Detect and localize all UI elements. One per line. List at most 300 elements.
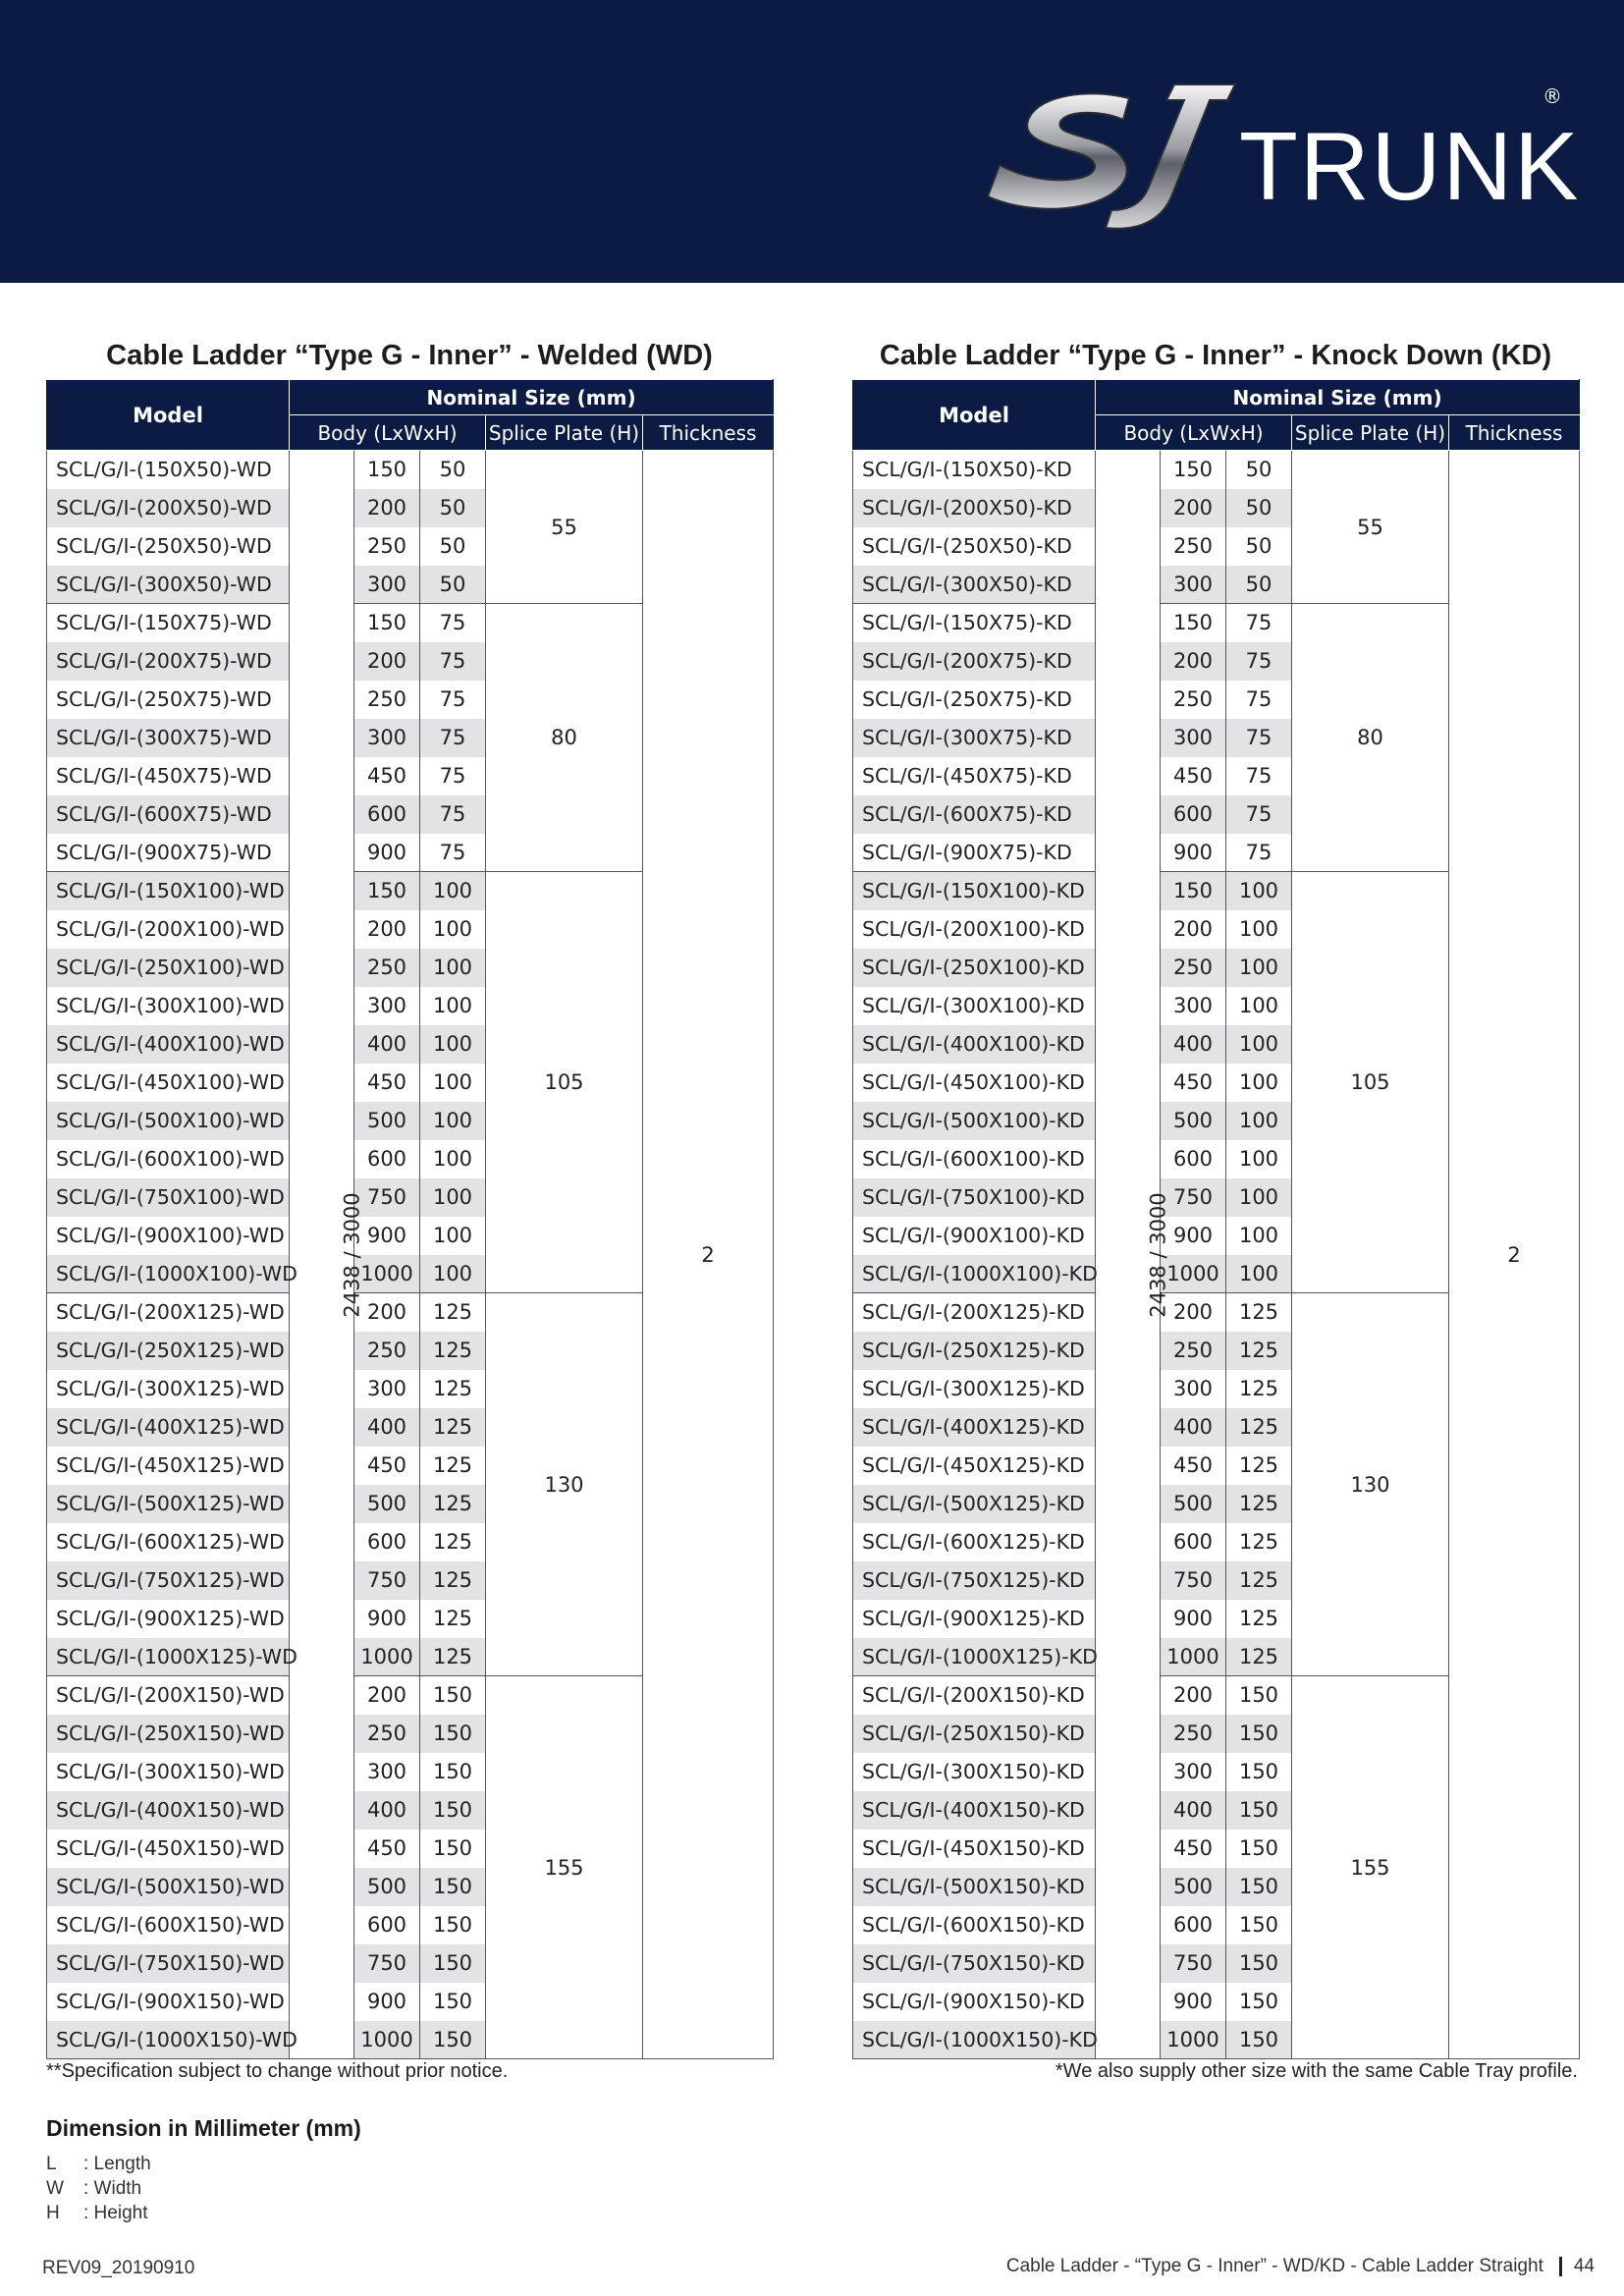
revision-code: REV09_20190910 <box>42 2258 195 2278</box>
model-cell: SCL/G/I-(500X100)-WD <box>47 1102 290 1140</box>
model-cell: SCL/G/I-(200X100)-KD <box>853 910 1096 949</box>
width-cell: 200 <box>354 910 420 949</box>
model-cell: SCL/G/I-(400X125)-KD <box>853 1408 1096 1447</box>
model-cell: SCL/G/I-(900X100)-KD <box>853 1217 1096 1255</box>
height-cell: 75 <box>420 834 486 872</box>
model-cell: SCL/G/I-(500X150)-KD <box>853 1868 1096 1906</box>
height-cell: 150 <box>1226 2021 1292 2059</box>
dimension-item-height <box>46 2201 151 2225</box>
splice-plate-cell: 130 <box>486 1293 643 1676</box>
model-cell: SCL/G/I-(600X100)-WD <box>47 1140 290 1178</box>
header-model: Model <box>47 380 290 451</box>
model-cell: SCL/G/I-(250X75)-WD <box>47 681 290 719</box>
height-cell: 50 <box>1226 566 1292 604</box>
height-cell: 100 <box>1226 1140 1292 1178</box>
height-cell: 100 <box>1226 910 1292 949</box>
header-body: Body (LxWxH) <box>1096 415 1292 451</box>
dimension-abbr: L <box>46 2154 57 2174</box>
height-cell: 75 <box>420 604 486 642</box>
other-size-note: *We also supply other size with the same Cable Tray profile. <box>1055 2060 1578 2082</box>
width-cell: 150 <box>354 872 420 910</box>
model-cell: SCL/G/I-(200X150)-WD <box>47 1676 290 1715</box>
width-cell: 750 <box>354 1178 420 1217</box>
model-cell: SCL/G/I-(600X100)-KD <box>853 1140 1096 1178</box>
width-cell: 450 <box>1161 757 1226 795</box>
height-cell: 100 <box>1226 1217 1292 1255</box>
brand-logo <box>982 81 1581 247</box>
model-cell: SCL/G/I-(900X125)-WD <box>47 1600 290 1638</box>
model-cell: SCL/G/I-(150X75)-WD <box>47 604 290 642</box>
splice-plate-cell: 155 <box>486 1676 643 2059</box>
model-cell: SCL/G/I-(500X125)-WD <box>47 1485 290 1523</box>
dimension-label: : Height <box>83 2203 148 2223</box>
table-row <box>853 451 1580 489</box>
width-cell: 450 <box>354 1064 420 1102</box>
page-footer <box>1006 2256 1595 2277</box>
model-cell: SCL/G/I-(300X125)-WD <box>47 1370 290 1408</box>
model-cell: SCL/G/I-(900X150)-WD <box>47 1983 290 2021</box>
height-cell: 125 <box>420 1293 486 1332</box>
dimension-item-width <box>46 2176 151 2201</box>
height-cell: 150 <box>420 1715 486 1753</box>
width-cell: 250 <box>354 527 420 566</box>
width-cell: 400 <box>354 1791 420 1830</box>
splice-plate-cell: 130 <box>1292 1293 1449 1676</box>
width-cell: 400 <box>354 1408 420 1447</box>
header-nominal-size: Nominal Size (mm) <box>290 380 774 415</box>
width-cell: 150 <box>1161 451 1226 489</box>
splice-plate-cell: 155 <box>1292 1676 1449 2059</box>
model-cell: SCL/G/I-(300X75)-KD <box>853 719 1096 757</box>
height-cell: 100 <box>420 949 486 987</box>
model-cell: SCL/G/I-(300X150)-KD <box>853 1753 1096 1791</box>
height-cell: 50 <box>420 527 486 566</box>
dimension-legend <box>46 2152 151 2225</box>
height-cell: 125 <box>1226 1523 1292 1561</box>
model-cell: SCL/G/I-(600X125)-KD <box>853 1523 1096 1561</box>
header-splice-plate: Splice Plate (H) <box>486 415 643 451</box>
splice-plate-cell: 55 <box>486 451 643 604</box>
thickness-cell: 2 <box>1449 451 1580 2059</box>
height-cell: 150 <box>1226 1676 1292 1715</box>
model-cell: SCL/G/I-(600X150)-KD <box>853 1906 1096 1944</box>
width-cell: 600 <box>1161 795 1226 834</box>
height-cell: 150 <box>420 1868 486 1906</box>
model-cell: SCL/G/I-(200X75)-KD <box>853 642 1096 681</box>
width-cell: 300 <box>354 1370 420 1408</box>
model-cell: SCL/G/I-(200X100)-WD <box>47 910 290 949</box>
height-cell: 50 <box>1226 489 1292 527</box>
height-cell: 100 <box>1226 1178 1292 1217</box>
height-cell: 150 <box>1226 1944 1292 1983</box>
splice-plate-cell: 80 <box>1292 604 1449 872</box>
height-cell: 125 <box>420 1561 486 1600</box>
width-cell: 750 <box>1161 1178 1226 1217</box>
width-cell: 250 <box>354 1332 420 1370</box>
splice-plate-cell: 105 <box>486 872 643 1293</box>
height-cell: 125 <box>420 1447 486 1485</box>
width-cell: 200 <box>1161 910 1226 949</box>
model-cell: SCL/G/I-(300X50)-KD <box>853 566 1096 604</box>
model-cell: SCL/G/I-(1000X100)-KD <box>853 1255 1096 1293</box>
width-cell: 250 <box>354 681 420 719</box>
model-cell: SCL/G/I-(250X100)-WD <box>47 949 290 987</box>
width-cell: 400 <box>1161 1791 1226 1830</box>
model-cell: SCL/G/I-(250X150)-KD <box>853 1715 1096 1753</box>
height-cell: 75 <box>420 681 486 719</box>
width-cell: 500 <box>354 1868 420 1906</box>
header-band <box>0 0 1624 283</box>
table-title-kd: Cable Ladder “Type G - Inner” - Knock Down (KD) <box>879 340 1552 371</box>
height-cell: 100 <box>1226 1064 1292 1102</box>
height-cell: 75 <box>420 719 486 757</box>
width-cell: 900 <box>1161 1217 1226 1255</box>
model-cell: SCL/G/I-(900X100)-WD <box>47 1217 290 1255</box>
width-cell: 1000 <box>1161 1638 1226 1676</box>
width-cell: 300 <box>1161 566 1226 604</box>
spec-table-wd <box>46 379 774 2059</box>
model-cell: SCL/G/I-(450X150)-KD <box>853 1830 1096 1868</box>
model-cell: SCL/G/I-(500X100)-KD <box>853 1102 1096 1140</box>
dimension-title: Dimension in Millimeter (mm) <box>46 2115 361 2141</box>
model-cell: SCL/G/I-(400X125)-WD <box>47 1408 290 1447</box>
model-cell: SCL/G/I-(300X50)-WD <box>47 566 290 604</box>
width-cell: 1000 <box>354 2021 420 2059</box>
width-cell: 400 <box>354 1025 420 1064</box>
height-cell: 150 <box>1226 1983 1292 2021</box>
width-cell: 200 <box>1161 1293 1226 1332</box>
height-cell: 125 <box>420 1600 486 1638</box>
model-cell: SCL/G/I-(150X50)-KD <box>853 451 1096 489</box>
width-cell: 750 <box>1161 1944 1226 1983</box>
height-cell: 150 <box>420 1830 486 1868</box>
dimension-item-length <box>46 2152 151 2176</box>
height-cell: 125 <box>1226 1447 1292 1485</box>
model-cell: SCL/G/I-(250X50)-KD <box>853 527 1096 566</box>
header-body: Body (LxWxH) <box>290 415 486 451</box>
width-cell: 600 <box>1161 1523 1226 1561</box>
model-cell: SCL/G/I-(150X50)-WD <box>47 451 290 489</box>
dimension-label: : Length <box>83 2154 151 2174</box>
width-cell: 300 <box>1161 1370 1226 1408</box>
height-cell: 100 <box>1226 949 1292 987</box>
model-cell: SCL/G/I-(450X125)-KD <box>853 1447 1096 1485</box>
width-cell: 300 <box>1161 1753 1226 1791</box>
model-cell: SCL/G/I-(200X50)-WD <box>47 489 290 527</box>
model-cell: SCL/G/I-(750X150)-KD <box>853 1944 1096 1983</box>
length-value: 2438 / 3000 <box>340 1191 364 1318</box>
height-cell: 75 <box>1226 681 1292 719</box>
width-cell: 900 <box>354 1600 420 1638</box>
width-cell: 200 <box>1161 642 1226 681</box>
width-cell: 500 <box>1161 1868 1226 1906</box>
height-cell: 75 <box>1226 642 1292 681</box>
height-cell: 150 <box>420 1983 486 2021</box>
height-cell: 100 <box>420 1102 486 1140</box>
registered-mark: ® <box>1543 84 1562 108</box>
height-cell: 100 <box>1226 1025 1292 1064</box>
height-cell: 150 <box>420 1944 486 1983</box>
width-cell: 450 <box>354 1830 420 1868</box>
model-cell: SCL/G/I-(500X150)-WD <box>47 1868 290 1906</box>
height-cell: 50 <box>420 566 486 604</box>
model-cell: SCL/G/I-(450X100)-WD <box>47 1064 290 1102</box>
height-cell: 150 <box>420 2021 486 2059</box>
height-cell: 100 <box>1226 1255 1292 1293</box>
model-cell: SCL/G/I-(450X150)-WD <box>47 1830 290 1868</box>
model-cell: SCL/G/I-(300X100)-KD <box>853 987 1096 1025</box>
width-cell: 900 <box>1161 1983 1226 2021</box>
height-cell: 100 <box>420 1064 486 1102</box>
dimension-label: : Width <box>83 2178 142 2199</box>
width-cell: 600 <box>1161 1906 1226 1944</box>
header-splice-plate: Splice Plate (H) <box>1292 415 1449 451</box>
width-cell: 900 <box>354 834 420 872</box>
model-cell: SCL/G/I-(300X150)-WD <box>47 1753 290 1791</box>
height-cell: 125 <box>1226 1408 1292 1447</box>
dimension-abbr: H <box>46 2203 60 2223</box>
height-cell: 100 <box>420 1217 486 1255</box>
page-number: 44 <box>1573 2256 1595 2276</box>
spec-change-note: **Specification subject to change without prior notice. <box>46 2060 509 2082</box>
width-cell: 750 <box>1161 1561 1226 1600</box>
width-cell: 300 <box>1161 987 1226 1025</box>
height-cell: 50 <box>420 489 486 527</box>
model-cell: SCL/G/I-(150X75)-KD <box>853 604 1096 642</box>
header-thickness: Thickness <box>1449 415 1580 451</box>
width-cell: 250 <box>1161 949 1226 987</box>
model-cell: SCL/G/I-(400X100)-WD <box>47 1025 290 1064</box>
model-cell: SCL/G/I-(450X75)-KD <box>853 757 1096 795</box>
height-cell: 150 <box>1226 1715 1292 1753</box>
width-cell: 250 <box>354 1715 420 1753</box>
width-cell: 200 <box>354 1676 420 1715</box>
model-cell: SCL/G/I-(900X75)-WD <box>47 834 290 872</box>
header-thickness: Thickness <box>643 415 774 451</box>
model-cell: SCL/G/I-(250X100)-KD <box>853 949 1096 987</box>
width-cell: 400 <box>1161 1025 1226 1064</box>
width-cell: 900 <box>354 1983 420 2021</box>
width-cell: 300 <box>354 1753 420 1791</box>
model-cell: SCL/G/I-(300X100)-WD <box>47 987 290 1025</box>
height-cell: 100 <box>420 1255 486 1293</box>
height-cell: 150 <box>1226 1791 1292 1830</box>
model-cell: SCL/G/I-(750X100)-KD <box>853 1178 1096 1217</box>
model-cell: SCL/G/I-(450X100)-KD <box>853 1064 1096 1102</box>
length-cell <box>290 451 364 2059</box>
width-cell: 200 <box>354 489 420 527</box>
model-cell: SCL/G/I-(200X125)-WD <box>47 1293 290 1332</box>
width-cell: 900 <box>1161 1600 1226 1638</box>
height-cell: 150 <box>1226 1906 1292 1944</box>
width-cell: 300 <box>354 719 420 757</box>
width-cell: 500 <box>354 1485 420 1523</box>
model-cell: SCL/G/I-(600X150)-WD <box>47 1906 290 1944</box>
height-cell: 50 <box>420 451 486 489</box>
model-cell: SCL/G/I-(400X150)-KD <box>853 1791 1096 1830</box>
model-cell: SCL/G/I-(600X75)-WD <box>47 795 290 834</box>
width-cell: 450 <box>1161 1830 1226 1868</box>
splice-plate-cell: 105 <box>1292 872 1449 1293</box>
width-cell: 750 <box>354 1561 420 1600</box>
width-cell: 150 <box>354 604 420 642</box>
model-cell: SCL/G/I-(150X100)-WD <box>47 872 290 910</box>
width-cell: 1000 <box>354 1255 420 1293</box>
height-cell: 125 <box>420 1485 486 1523</box>
panel-kd <box>852 336 1579 2059</box>
spec-table-kd <box>852 379 1580 2059</box>
height-cell: 150 <box>420 1753 486 1791</box>
sj-logo-mark <box>982 81 1237 238</box>
width-cell: 600 <box>354 1906 420 1944</box>
width-cell: 200 <box>1161 1676 1226 1715</box>
width-cell: 900 <box>1161 834 1226 872</box>
thickness-cell: 2 <box>643 451 774 2059</box>
model-cell: SCL/G/I-(1000X150)-WD <box>47 2021 290 2059</box>
model-cell: SCL/G/I-(150X100)-KD <box>853 872 1096 910</box>
model-cell: SCL/G/I-(250X75)-KD <box>853 681 1096 719</box>
model-cell: SCL/G/I-(200X75)-WD <box>47 642 290 681</box>
width-cell: 250 <box>1161 1332 1226 1370</box>
width-cell: 250 <box>1161 527 1226 566</box>
height-cell: 125 <box>1226 1485 1292 1523</box>
height-cell: 75 <box>420 795 486 834</box>
model-cell: SCL/G/I-(1000X150)-KD <box>853 2021 1096 2059</box>
height-cell: 100 <box>420 910 486 949</box>
width-cell: 200 <box>354 1293 420 1332</box>
width-cell: 1000 <box>1161 1255 1226 1293</box>
splice-plate-cell: 55 <box>1292 451 1449 604</box>
height-cell: 150 <box>420 1906 486 1944</box>
model-cell: SCL/G/I-(900X75)-KD <box>853 834 1096 872</box>
width-cell: 300 <box>354 987 420 1025</box>
height-cell: 125 <box>1226 1370 1292 1408</box>
height-cell: 150 <box>1226 1830 1292 1868</box>
width-cell: 500 <box>1161 1485 1226 1523</box>
height-cell: 125 <box>420 1332 486 1370</box>
width-cell: 500 <box>354 1102 420 1140</box>
width-cell: 300 <box>354 566 420 604</box>
table-row <box>47 451 774 489</box>
height-cell: 100 <box>1226 987 1292 1025</box>
model-cell: SCL/G/I-(750X150)-WD <box>47 1944 290 1983</box>
model-cell: SCL/G/I-(400X100)-KD <box>853 1025 1096 1064</box>
width-cell: 500 <box>1161 1102 1226 1140</box>
height-cell: 50 <box>1226 527 1292 566</box>
dimension-abbr: W <box>46 2178 64 2199</box>
splice-plate-cell: 80 <box>486 604 643 872</box>
footer-caption: Cable Ladder - “Type G - Inner” - WD/KD - Cable Ladder Straight <box>1005 2256 1543 2276</box>
logo-wordmark: TRUNK <box>1239 112 1581 220</box>
height-cell: 100 <box>420 1025 486 1064</box>
height-cell: 75 <box>1226 795 1292 834</box>
height-cell: 125 <box>420 1523 486 1561</box>
height-cell: 50 <box>1226 451 1292 489</box>
height-cell: 150 <box>420 1791 486 1830</box>
height-cell: 100 <box>1226 872 1292 910</box>
width-cell: 750 <box>354 1944 420 1983</box>
width-cell: 1000 <box>1161 2021 1226 2059</box>
header-model: Model <box>853 380 1096 451</box>
height-cell: 75 <box>420 757 486 795</box>
width-cell: 150 <box>1161 604 1226 642</box>
height-cell: 100 <box>420 1140 486 1178</box>
height-cell: 100 <box>420 872 486 910</box>
height-cell: 75 <box>1226 604 1292 642</box>
width-cell: 600 <box>354 795 420 834</box>
model-cell: SCL/G/I-(200X125)-KD <box>853 1293 1096 1332</box>
height-cell: 125 <box>1226 1600 1292 1638</box>
model-cell: SCL/G/I-(300X125)-KD <box>853 1370 1096 1408</box>
width-cell: 250 <box>354 949 420 987</box>
model-cell: SCL/G/I-(200X150)-KD <box>853 1676 1096 1715</box>
width-cell: 150 <box>1161 872 1226 910</box>
model-cell: SCL/G/I-(1000X125)-KD <box>853 1638 1096 1676</box>
model-cell: SCL/G/I-(250X125)-WD <box>47 1332 290 1370</box>
model-cell: SCL/G/I-(600X125)-WD <box>47 1523 290 1561</box>
height-cell: 125 <box>420 1370 486 1408</box>
height-cell: 125 <box>420 1638 486 1676</box>
width-cell: 450 <box>1161 1064 1226 1102</box>
height-cell: 150 <box>420 1676 486 1715</box>
width-cell: 450 <box>1161 1447 1226 1485</box>
model-cell: SCL/G/I-(250X125)-KD <box>853 1332 1096 1370</box>
width-cell: 600 <box>354 1523 420 1561</box>
length-cell <box>1096 451 1170 2059</box>
width-cell: 300 <box>1161 719 1226 757</box>
model-cell: SCL/G/I-(500X125)-KD <box>853 1485 1096 1523</box>
panel-wd <box>46 336 773 2059</box>
width-cell: 900 <box>354 1217 420 1255</box>
height-cell: 75 <box>420 642 486 681</box>
footer-divider <box>1559 2257 1562 2276</box>
model-cell: SCL/G/I-(900X125)-KD <box>853 1600 1096 1638</box>
height-cell: 100 <box>1226 1102 1292 1140</box>
table-title-wd: Cable Ladder “Type G - Inner” - Welded (WD) <box>106 340 713 371</box>
model-cell: SCL/G/I-(300X75)-WD <box>47 719 290 757</box>
model-cell: SCL/G/I-(400X150)-WD <box>47 1791 290 1830</box>
model-cell: SCL/G/I-(250X150)-WD <box>47 1715 290 1753</box>
height-cell: 125 <box>1226 1293 1292 1332</box>
model-cell: SCL/G/I-(450X125)-WD <box>47 1447 290 1485</box>
height-cell: 125 <box>1226 1561 1292 1600</box>
width-cell: 450 <box>354 1447 420 1485</box>
model-cell: SCL/G/I-(200X50)-KD <box>853 489 1096 527</box>
height-cell: 125 <box>1226 1638 1292 1676</box>
model-cell: SCL/G/I-(750X125)-KD <box>853 1561 1096 1600</box>
width-cell: 200 <box>354 642 420 681</box>
width-cell: 1000 <box>354 1638 420 1676</box>
height-cell: 125 <box>420 1408 486 1447</box>
model-cell: SCL/G/I-(1000X125)-WD <box>47 1638 290 1676</box>
model-cell: SCL/G/I-(900X150)-KD <box>853 1983 1096 2021</box>
height-cell: 100 <box>420 1178 486 1217</box>
model-cell: SCL/G/I-(750X125)-WD <box>47 1561 290 1600</box>
width-cell: 450 <box>354 757 420 795</box>
height-cell: 150 <box>1226 1753 1292 1791</box>
width-cell: 200 <box>1161 489 1226 527</box>
model-cell: SCL/G/I-(600X75)-KD <box>853 795 1096 834</box>
height-cell: 75 <box>1226 719 1292 757</box>
header-nominal-size: Nominal Size (mm) <box>1096 380 1580 415</box>
model-cell: SCL/G/I-(1000X100)-WD <box>47 1255 290 1293</box>
width-cell: 150 <box>354 451 420 489</box>
width-cell: 250 <box>1161 1715 1226 1753</box>
model-cell: SCL/G/I-(750X100)-WD <box>47 1178 290 1217</box>
length-value: 2438 / 3000 <box>1146 1191 1170 1318</box>
height-cell: 100 <box>420 987 486 1025</box>
width-cell: 600 <box>354 1140 420 1178</box>
